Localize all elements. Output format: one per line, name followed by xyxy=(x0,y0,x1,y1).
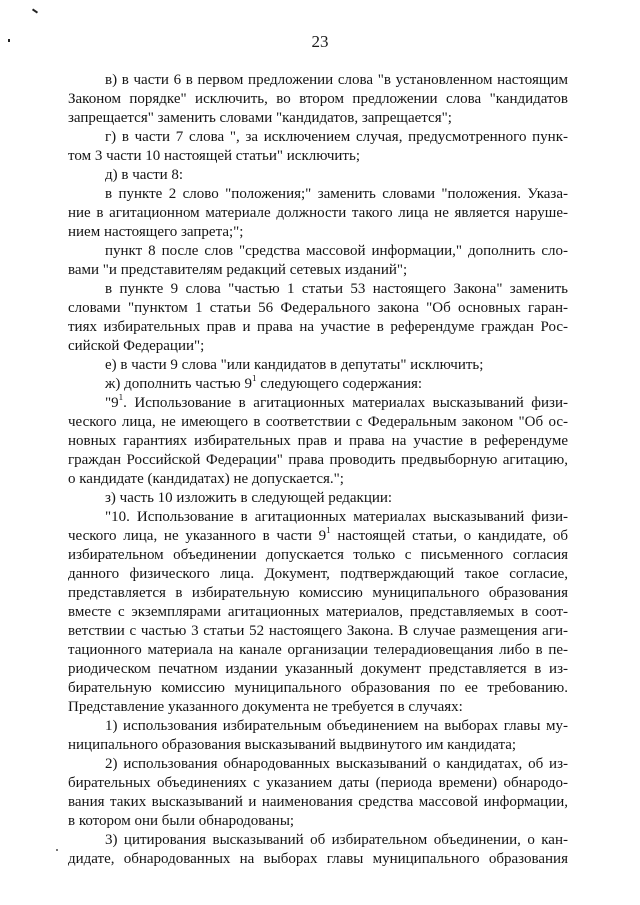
text-segment: сийской Федерации"; xyxy=(68,338,205,354)
text-segment: в котором они были обнародованы; xyxy=(68,813,295,829)
text-line xyxy=(68,831,568,850)
text-line xyxy=(68,432,568,451)
text-segment: тиях избирательных прав и права на участие в референдуме граждан Рос- xyxy=(68,319,568,335)
text-segment: 2) использования обнародованных высказываний о кандидатах, об из- xyxy=(105,756,568,772)
page-number: 23 xyxy=(311,32,329,51)
text-line xyxy=(68,223,568,242)
text-segment: 1) использования избирательным объединением на выборах главы му- xyxy=(105,718,568,734)
text-segment: в) в части 6 в первом предложении слова "в установленном настоящим xyxy=(105,72,568,88)
text-line xyxy=(68,90,568,109)
text-segment: следующего содержания: xyxy=(256,376,423,392)
scan-speck xyxy=(56,849,58,851)
text-segment: ветствии с частью 3 статьи 52 настоящего Закона. В случае размещения аги- xyxy=(68,623,568,639)
text-segment: риодическом печатном издании указанный документ представляется в из- xyxy=(68,661,568,677)
text-line xyxy=(68,185,568,204)
text-line xyxy=(68,793,568,812)
text-line xyxy=(68,812,568,831)
text-line xyxy=(68,603,568,622)
text-line xyxy=(68,546,568,565)
text-segment: "9 xyxy=(105,395,119,411)
text-line xyxy=(68,318,568,337)
text-line xyxy=(68,470,568,489)
text-segment: в пункте 2 слово "положения;" заменить словами "положения. Указа- xyxy=(105,186,568,202)
text-line xyxy=(68,71,568,90)
text-segment: словами "пунктом 1 статьи 56 Федерального закона "Об основных гаран- xyxy=(68,300,568,316)
text-line xyxy=(68,413,568,432)
text-segment: з) часть 10 изложить в следующей редакции: xyxy=(105,490,393,506)
text-line xyxy=(68,280,568,299)
text-segment: ческого лица, не указанного в части 9 xyxy=(68,528,327,544)
text-segment: бирательных объединениях с указанием даты (периода времени) обнародо- xyxy=(68,775,568,791)
text-segment: вместе с экземплярами агитационных материалов, представляемых в соот- xyxy=(68,604,568,620)
text-segment: Представление указанного документа не требуется в случаях: xyxy=(68,699,463,715)
text-line xyxy=(68,166,568,185)
text-line xyxy=(68,679,568,698)
text-segment: ж) дополнить частью 9 xyxy=(105,376,252,392)
text-segment: ческого лица, не имеющего в соответствии с Федеральным законом "Об ос- xyxy=(68,414,568,430)
text-segment: Законом порядке" исключить, во втором предложении слова "кандидатов xyxy=(68,91,568,107)
text-segment: е) в части 9 слова "или кандидатов в депутаты" исключить; xyxy=(105,357,484,373)
scan-speck xyxy=(32,8,38,13)
text-segment: ние в агитационном материале должности такого лица не является наруше- xyxy=(68,205,568,221)
text-segment: граждан Российской Федерации" права проводить предвыборную агитацию, xyxy=(68,452,568,468)
text-line xyxy=(68,299,568,318)
text-segment: представляется в избирательную комиссию муниципального образования xyxy=(68,585,568,601)
text-segment: бирательную комиссию муниципального образования по ее требованию. xyxy=(68,680,568,696)
text-segment: тационного материала на канале организации телерадиовещания либо в пе- xyxy=(68,642,568,658)
text-line xyxy=(68,337,568,356)
text-line xyxy=(68,508,568,527)
text-segment: настоящей статьи, о кандидате, об xyxy=(330,528,568,544)
text-segment: том 3 части 10 настоящей статьи" исключить; xyxy=(68,148,360,164)
superscript-index: 1 xyxy=(251,375,257,383)
text-line xyxy=(68,717,568,736)
text-segment: 3) цитирования высказываний об избирательном объединении, о кан- xyxy=(105,832,568,848)
text-line xyxy=(68,774,568,793)
text-line xyxy=(68,584,568,603)
text-segment: нием настоящего запрета;"; xyxy=(68,224,244,240)
text-segment: данного физического лица. Документ, подтверждающий такое согласие, xyxy=(68,566,568,582)
text-line xyxy=(68,356,568,375)
text-line xyxy=(68,261,568,280)
text-segment: пункт 8 после слов "средства массовой информации," дополнить сло- xyxy=(105,243,568,259)
text-segment: дидате, обнародованных на выборах главы муниципального образования xyxy=(68,851,568,867)
text-line xyxy=(68,242,568,261)
text-segment: запрещается" заменить словами "кандидатов, запрещается"; xyxy=(68,110,452,126)
text-segment: новных гарантиях избирательных прав и права на участие в референдуме xyxy=(68,433,568,449)
text-segment: вания таких высказываний и наименования средства массовой информации, xyxy=(68,794,568,810)
text-segment: "10. Использование в агитационных материалах высказываний физи- xyxy=(105,509,568,525)
text-line xyxy=(68,698,568,717)
superscript-index: 1 xyxy=(118,394,124,402)
text-line xyxy=(68,755,568,774)
text-line xyxy=(68,204,568,223)
text-segment: о кандидате (кандидатах) не допускается."; xyxy=(68,471,344,487)
superscript-index: 1 xyxy=(326,527,331,535)
text-line xyxy=(68,736,568,755)
text-line xyxy=(68,641,568,660)
text-segment: избирательном объединении допускается только с письменного согласия xyxy=(68,547,568,563)
text-line xyxy=(68,527,568,546)
text-line xyxy=(68,128,568,147)
text-line xyxy=(68,565,568,584)
text-segment: в пункте 9 слова "частью 1 статьи 53 настоящего Закона" заменить xyxy=(105,281,568,297)
text-line xyxy=(68,147,568,166)
text-segment: . Использование в агитационных материалах высказываний физи- xyxy=(123,395,568,411)
text-line xyxy=(68,394,568,413)
text-line xyxy=(68,451,568,470)
text-segment: д) в части 8: xyxy=(105,167,184,183)
text-line xyxy=(68,109,568,128)
document-body xyxy=(68,71,568,869)
text-line xyxy=(68,375,568,394)
text-segment: ниципального образования высказываний выдвинутого им кандидата; xyxy=(68,737,517,753)
text-line xyxy=(68,489,568,508)
text-line xyxy=(68,622,568,641)
text-segment: вами "и представителям редакций сетевых изданий"; xyxy=(68,262,408,278)
text-segment: г) в части 7 слова ", за исключением случая, предусмотренного пунк- xyxy=(105,129,568,145)
text-line xyxy=(68,660,568,679)
text-line xyxy=(68,850,568,869)
